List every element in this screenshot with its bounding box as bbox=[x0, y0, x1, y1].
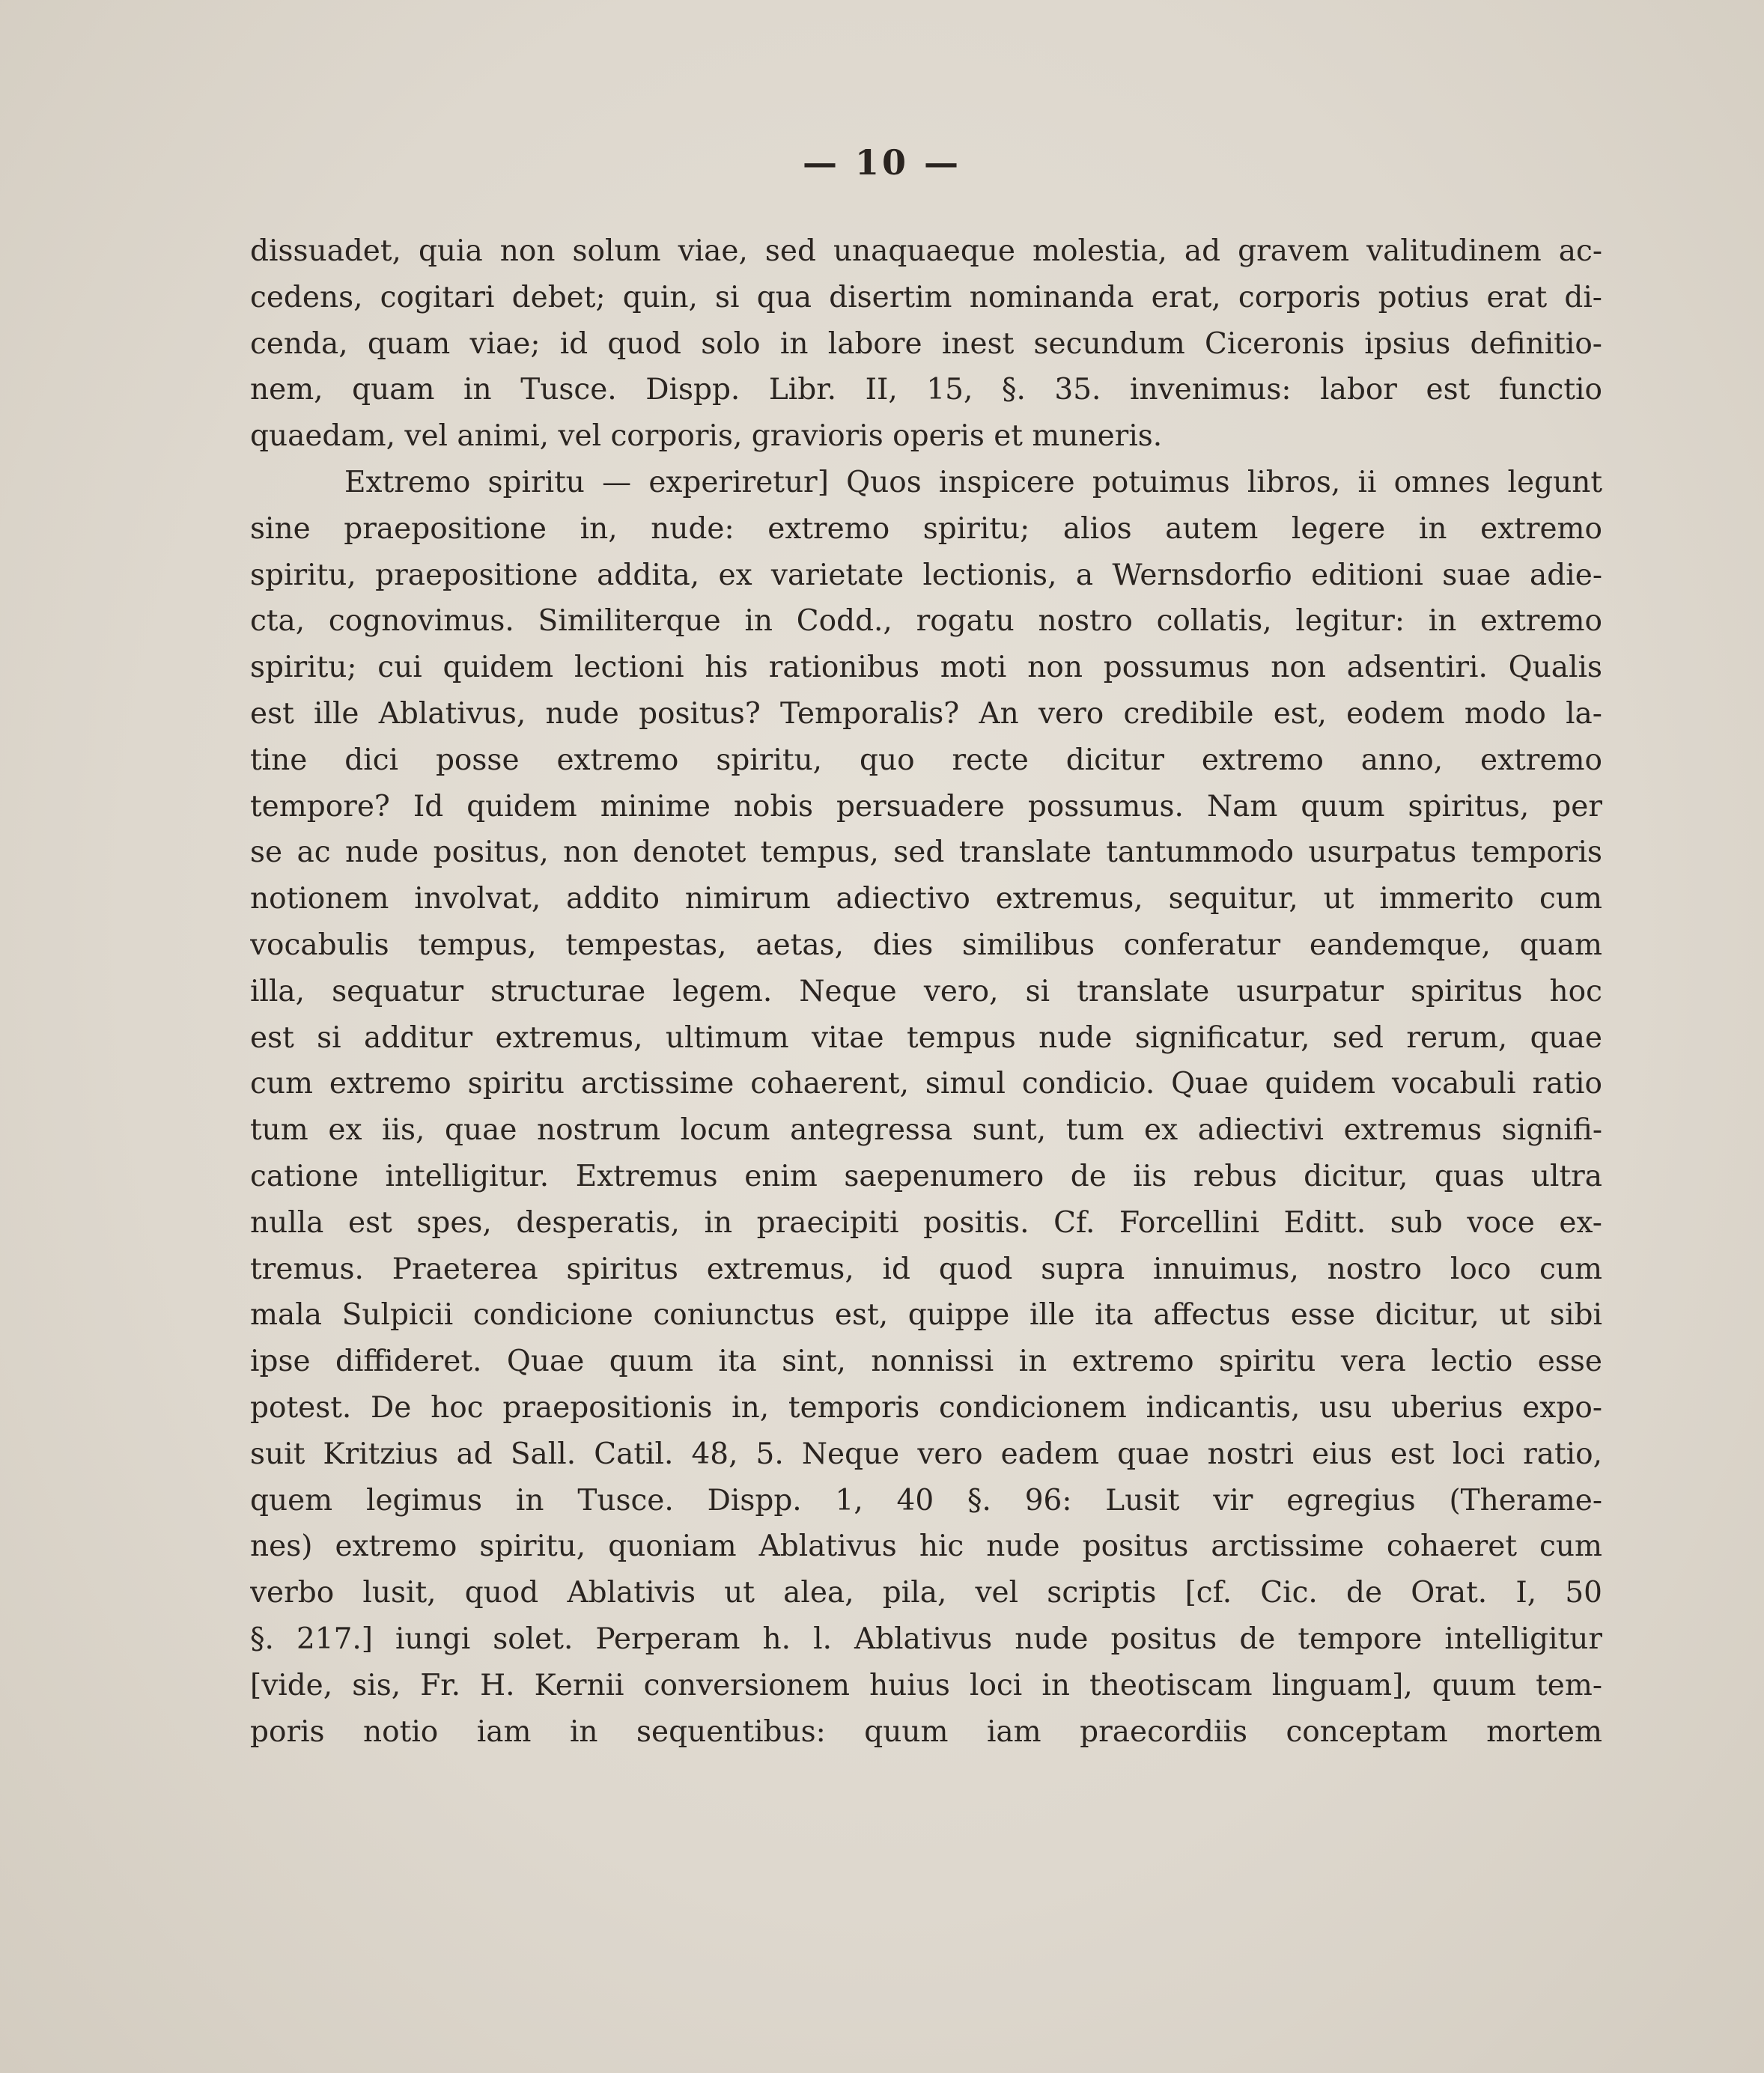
text-line: poris notio iam in sequentibus: quum iam praecordiis conceptam mortem bbox=[250, 1714, 1602, 1749]
text-line: tempore? Id quidem minime nobis persuadere possumus. Nam quum spiritus, per bbox=[250, 789, 1602, 824]
text-line: spiritu; cui quidem lectioni his rationibus moti non possumus non adsentiri. Qualis bbox=[250, 651, 1602, 685]
text-line: tremus. Praeterea spiritus extremus, id quod supra innuimus, nostro loco cum bbox=[250, 1252, 1602, 1286]
text-line: catione intelligitur. Extremus enim saepenumero de iis rebus dicitur, quas ultra bbox=[250, 1159, 1602, 1193]
body-text bbox=[250, 228, 1602, 1755]
page-number: — 10 — bbox=[802, 142, 962, 183]
text-line: quaedam, vel animi, vel corporis, gravioris operis et muneris. bbox=[250, 419, 1163, 454]
text-line: tine dici posse extremo spiritu, quo recte dicitur extremo anno, extremo bbox=[250, 743, 1602, 777]
text-line: mala Sulpicii condicione coniunctus est, quippe ille ita affectus esse dicitur, ut sibi bbox=[250, 1298, 1602, 1333]
text-line: cta, cognovimus. Similiterque in Codd., rogatu nostro collatis, legitur: in extremo bbox=[250, 604, 1602, 639]
text-line: ipse diffideret. Quae quum ita sint, nonnissi in extremo spiritu vera lectio esse bbox=[250, 1345, 1602, 1379]
text-line: verbo lusit, quod Ablativis ut alea, pila, vel scriptis [cf. Cic. de Orat. I, 50 bbox=[250, 1576, 1602, 1610]
text-line: tum ex iis, quae nostrum locum antegressa sunt, tum ex adiectivi extremus signifi- bbox=[250, 1113, 1602, 1148]
text-line: notionem involvat, addito nimirum adiectivo extremus, sequitur, ut immerito cum bbox=[250, 882, 1602, 916]
text-line: cenda, quam viae; id quod solo in labore inest secundum Ciceronis ipsius definitio- bbox=[250, 326, 1602, 361]
text-line: quem legimus in Tusce. Dispp. 1, 40 §. 96: Lusit vir egregius (Therame- bbox=[250, 1483, 1602, 1518]
text-line: spiritu, praepositione addita, ex varietate lectionis, a Wernsdorfio editioni suae adie- bbox=[250, 558, 1602, 592]
text-line: sine praepositione in, nude: extremo spiritu; alios autem legere in extremo bbox=[250, 511, 1602, 546]
text-line: illa, sequatur structurae legem. Neque vero, si translate usurpatur spiritus hoc bbox=[250, 974, 1602, 1008]
text-line: [vide, sis, Fr. H. Kernii conversionem huius loci in theotiscam linguam], quum tem- bbox=[250, 1668, 1602, 1702]
text-line: nes) extremo spiritu, quoniam Ablativus hic nude positus arctissime cohaeret cum bbox=[250, 1529, 1602, 1564]
text-line: se ac nude positus, non denotet tempus, sed translate tantummodo usurpatus temporis bbox=[250, 835, 1602, 870]
text-line: nem, quam in Tusce. Dispp. Libr. II, 15, §. 35. invenimus: labor est functio bbox=[250, 373, 1602, 407]
text-line: §. 217.] iungi solet. Perperam h. l. Ablativus nude positus de tempore intelligitur bbox=[250, 1622, 1602, 1656]
text-line: potest. De hoc praepositionis in, temporis condicionem indicantis, usu uberius expo- bbox=[250, 1390, 1602, 1425]
text-line: cum extremo spiritu arctissime cohaerent, simul condicio. Quae quidem vocabuli ratio bbox=[250, 1067, 1602, 1101]
text-line: vocabulis tempus, tempestas, aetas, dies similibus conferatur eandemque, quam bbox=[250, 928, 1602, 962]
text-line: dissuadet, quia non solum viae, sed unaquaeque molestia, ad gravem valitudinem ac- bbox=[250, 234, 1602, 268]
text-line: est si additur extremus, ultimum vitae tempus nude significatur, sed rerum, quae bbox=[250, 1020, 1602, 1055]
text-line: est ille Ablativus, nude positus? Temporalis? An vero credibile est, eodem modo la- bbox=[250, 696, 1602, 731]
text-line: suit Kritzius ad Sall. Catil. 48, 5. Neque vero eadem quae nostri eius est loci ratio, bbox=[250, 1437, 1602, 1471]
text-line: cedens, cogitari debet; quin, si qua disertim nominanda erat, corporis potius erat di- bbox=[250, 280, 1602, 314]
text-line: Extremo spiritu — experiretur] Quos inspicere potuimus libros, ii omnes legunt bbox=[344, 465, 1602, 499]
text-line: nulla est spes, desperatis, in praecipiti positis. Cf. Forcellini Editt. sub voce ex- bbox=[250, 1205, 1602, 1240]
